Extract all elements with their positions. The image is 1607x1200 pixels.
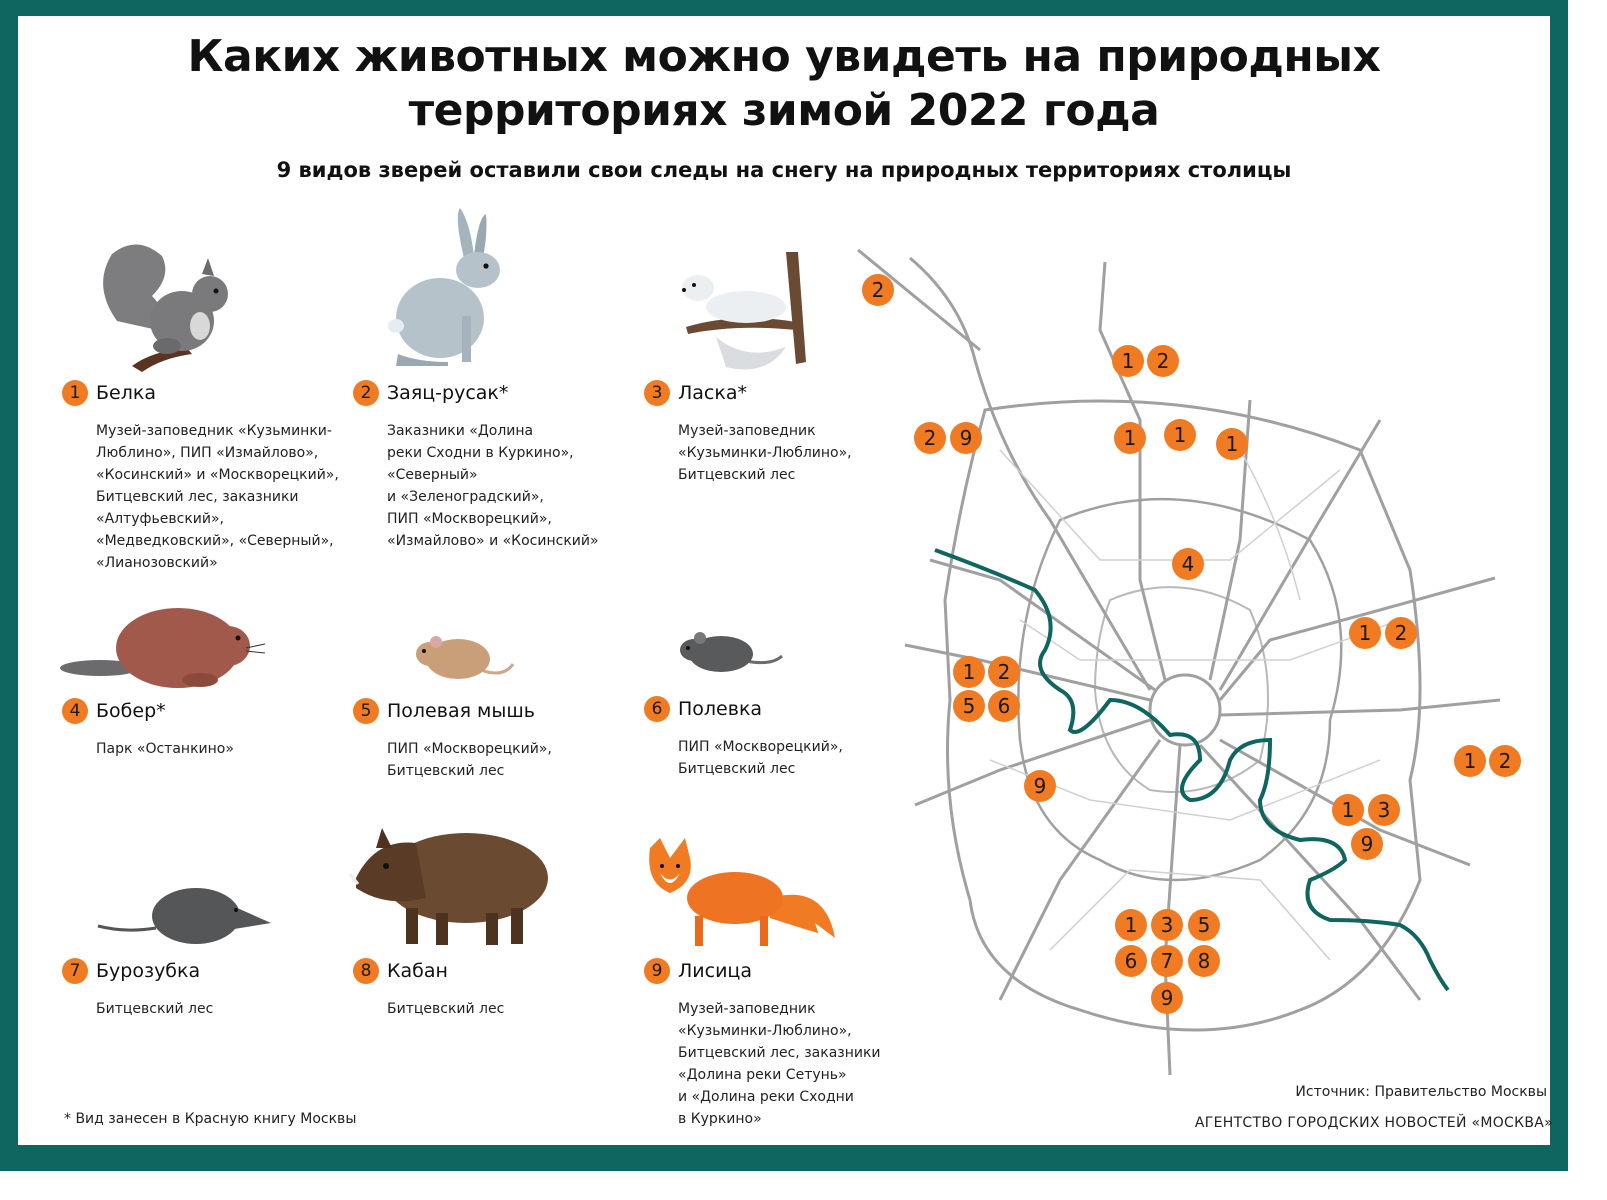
map-marker-label: 1	[1341, 798, 1355, 822]
footnote: * Вид занесен в Красную книгу Москвы	[64, 1111, 357, 1127]
map-marker-label: 9	[1360, 832, 1374, 856]
animal-name: Полевка	[678, 698, 763, 720]
map-marker-label: 2	[1498, 749, 1512, 773]
map-marker-label: 6	[997, 694, 1011, 718]
animal-name: Ласка*	[678, 382, 747, 404]
map-marker-label: 2	[923, 426, 937, 450]
map-marker-label: 2	[871, 278, 885, 302]
map-marker	[1489, 745, 1521, 777]
map-marker	[1188, 909, 1220, 941]
animal-locations: Битцевский лес	[387, 1001, 505, 1017]
map-marker	[950, 422, 982, 454]
page-subtitle: 9 видов зверей оставили свои следы на снегу на природных территориях столицы	[276, 158, 1292, 182]
map-marker	[953, 690, 985, 722]
map-marker	[1368, 794, 1400, 826]
map-marker	[862, 274, 894, 306]
map-marker-label: 2	[1156, 349, 1170, 373]
map-marker	[1351, 828, 1383, 860]
number-badge: 5	[353, 698, 379, 724]
map-marker	[1454, 745, 1486, 777]
map-marker-label: 5	[1197, 913, 1211, 937]
map-marker-label: 1	[1121, 349, 1135, 373]
number-badge: 1	[62, 380, 88, 406]
map-marker	[1151, 982, 1183, 1014]
animal-locations: ПИП «Москворецкий», Битцевский лес	[678, 739, 843, 777]
map-marker	[1147, 345, 1179, 377]
animal-name: Полевая мышь	[387, 700, 535, 722]
animal-name: Кабан	[387, 960, 448, 982]
animal-name: Бурозубка	[96, 960, 201, 982]
animal-name: Лисица	[678, 960, 753, 982]
animal-locations: Музей-заповедник «Кузьминки-Люблино», Битцевский лес, заказники «Долина реки Сетунь» и «Долина реки Сходни в Куркино»	[678, 1001, 881, 1127]
map-marker	[1151, 945, 1183, 977]
map-marker	[1188, 945, 1220, 977]
title-line-2: территориях зимой 2022 года	[408, 85, 1160, 136]
map-marker	[1114, 422, 1146, 454]
map-marker	[1024, 770, 1056, 802]
animal-locations: Парк «Останкино»	[96, 741, 234, 757]
map-marker	[988, 656, 1020, 688]
map-marker	[1164, 419, 1196, 451]
map-marker-label: 5	[962, 694, 976, 718]
animal-name: Бобер*	[96, 700, 166, 722]
map-marker	[1216, 428, 1248, 460]
title-line-1: Каких животных можно увидеть на природных	[187, 31, 1381, 82]
animal-locations: Заказники «Долина реки Сходни в Куркино», «Северный» и «Зеленоградский», ПИП «Москворецкий», «Измайлово» и «Косинский»	[387, 423, 599, 549]
number-badge: 7	[62, 958, 88, 984]
map-marker	[1385, 617, 1417, 649]
map-marker	[953, 656, 985, 688]
map-marker-label: 2	[997, 660, 1011, 684]
animal-locations: Битцевский лес	[96, 1001, 214, 1017]
source-credit: Источник: Правительство Москвы	[1295, 1084, 1547, 1100]
map-marker	[1115, 909, 1147, 941]
map-marker-label: 3	[1377, 798, 1391, 822]
map-marker-label: 1	[1358, 621, 1372, 645]
map-marker	[1112, 345, 1144, 377]
map-marker-label: 4	[1181, 552, 1195, 576]
map-marker	[1349, 617, 1381, 649]
animal-name: Заяц-русак*	[387, 382, 509, 404]
map-marker-label: 1	[1123, 426, 1137, 450]
map-marker-label: 9	[1160, 986, 1174, 1010]
map-marker-label: 1	[962, 660, 976, 684]
map-marker-label: 7	[1160, 949, 1174, 973]
map-marker-label: 8	[1197, 949, 1211, 973]
agency-credit: АГЕНТСТВО ГОРОДСКИХ НОВОСТЕЙ «МОСКВА»	[1194, 1115, 1553, 1131]
number-badge: 6	[644, 696, 670, 722]
number-badge: 4	[62, 698, 88, 724]
animal-name: Белка	[96, 382, 156, 404]
number-badge: 9	[644, 958, 670, 984]
map-marker	[1151, 909, 1183, 941]
map-marker	[1115, 945, 1147, 977]
map-marker	[1332, 794, 1364, 826]
map-marker-label: 1	[1124, 913, 1138, 937]
map-marker	[914, 422, 946, 454]
map-marker-label: 9	[1033, 774, 1047, 798]
map-marker-label: 1	[1463, 749, 1477, 773]
map-marker	[1172, 548, 1204, 580]
number-badge: 3	[644, 380, 670, 406]
map-marker	[988, 690, 1020, 722]
animal-locations: ПИП «Москворецкий», Битцевский лес	[387, 741, 552, 779]
map-marker-label: 2	[1394, 621, 1408, 645]
animal-locations: Музей-заповедник «Кузьминки-Люблино», Битцевский лес	[678, 423, 852, 483]
number-badge: 8	[353, 958, 379, 984]
map-marker-label: 9	[959, 426, 973, 450]
map-marker-label: 6	[1124, 949, 1138, 973]
map-marker-label: 1	[1225, 432, 1239, 456]
animal-locations: Музей-заповедник «Кузьминки- Люблино», ПИП «Измайлово», «Косинский» и «Москворецкий», Битцевский лес, заказники «Алтуфьевский», «Медведковский», «Северный», «Лианозовский»	[96, 423, 339, 571]
map-marker-label: 1	[1173, 423, 1187, 447]
map-marker-label: 3	[1160, 913, 1174, 937]
number-badge: 2	[353, 380, 379, 406]
